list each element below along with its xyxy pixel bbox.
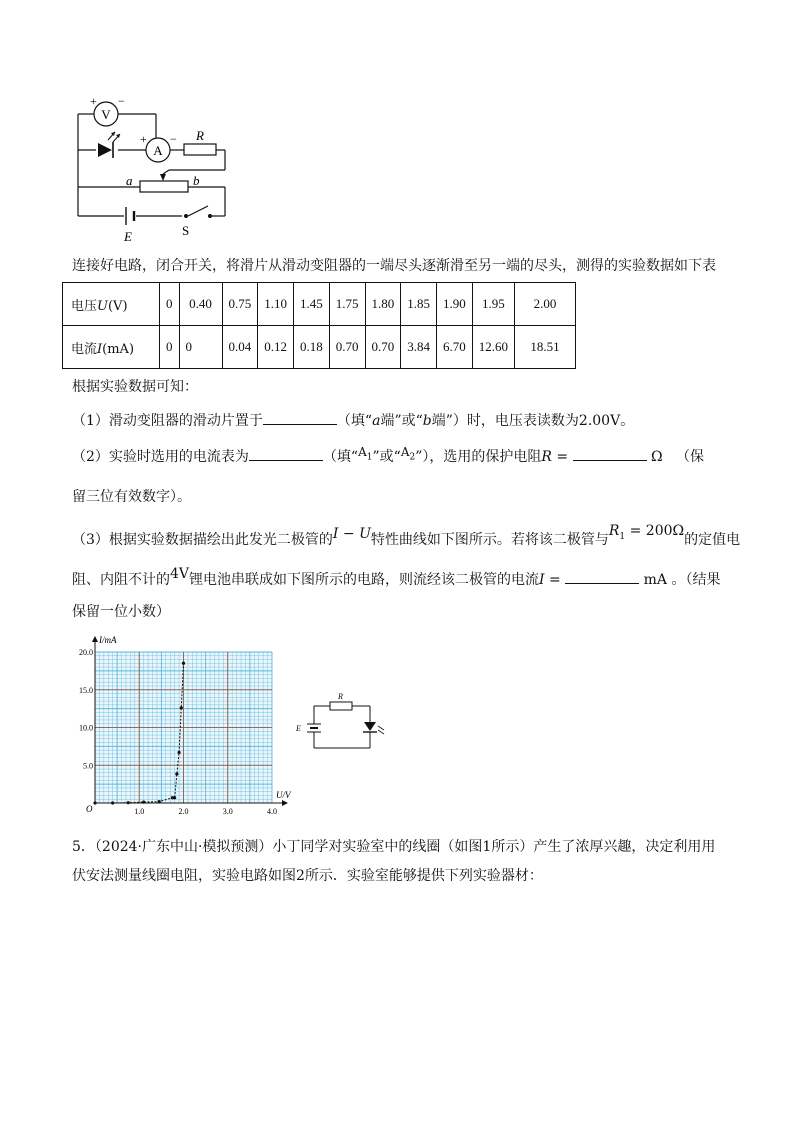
data-point: [182, 662, 185, 665]
x-tick-label: 4.0: [267, 807, 277, 815]
question-3: （3）根据实验数据描绘出此发光二极管的I − U特性曲线如下图所示。若将该二极管与$R_1 = 200\Omega$的定值电: [72, 523, 741, 548]
x-tick-label: 3.0: [222, 807, 233, 815]
problem-5-line2: 伏安法测量线圈电阻，实验电路如图2所示．实验室能够提供下列实验器材：: [72, 868, 543, 884]
battery-icon: [307, 724, 321, 732]
data-point: [158, 800, 161, 803]
data-point: [142, 800, 145, 803]
table-cell: 12.60: [472, 326, 514, 369]
voltmeter-plus: +: [90, 94, 97, 108]
x-tick-label: 2.0: [178, 807, 189, 815]
table-cell: 0.40: [179, 283, 222, 326]
table-cell: 0: [160, 283, 180, 326]
table-cell: 0.18: [294, 326, 330, 369]
table-cell: 0.12: [258, 326, 294, 369]
problem-5-line1: 5．（2024·广东中山·模拟预测）小丁同学对实验室中的线圈（如图1所示）产生了浓厚兴趣，决定利用用: [72, 839, 716, 855]
battery-e-label: E: [296, 724, 301, 733]
iu-characteristic-chart: [75, 630, 310, 815]
y-tick-label: 20.0: [79, 648, 93, 657]
answer-blank-2[interactable]: [249, 446, 323, 461]
data-point: [175, 772, 178, 775]
rheostat-end-a: a: [126, 173, 133, 188]
rheostat-end-b: b: [193, 173, 200, 188]
table-cell: 0.04: [222, 326, 258, 369]
table-cell: 1.90: [437, 283, 473, 326]
resistor-r1-label: R: [338, 692, 343, 701]
table-cell: 1.85: [401, 283, 437, 326]
answer-blank-3[interactable]: [573, 446, 647, 461]
data-point: [180, 706, 183, 709]
data-point: [111, 801, 114, 804]
data-point: [173, 796, 176, 799]
led-icon: [98, 132, 120, 158]
voltmeter-minus: −: [118, 94, 125, 108]
data-point: [127, 801, 130, 804]
question-3-line2: 阻、内阻不计的4V锂电池串联成如下图所示的电路，则流经该二极管的电流I = mA 。（结果: [72, 566, 721, 588]
x-axis-label: U/V: [276, 790, 291, 800]
table-cell: 1.95: [472, 283, 514, 326]
led-icon: [363, 722, 384, 734]
battery-icon: [126, 207, 134, 225]
table-header-current: 电流I(mA): [63, 326, 160, 369]
table-cell: 1.10: [258, 283, 294, 326]
origin-label: O: [86, 804, 93, 814]
switch-label: S: [182, 223, 190, 238]
data-point: [93, 801, 96, 804]
y-tick-label: 10.0: [79, 723, 93, 733]
data-table: [62, 282, 576, 369]
table-cell: 0.70: [365, 326, 401, 369]
switch-icon: [184, 214, 188, 218]
question-1: （1）滑动变阻器的滑动片置于 （填“a端”或“b端”）时，电压表读数为2.00V。: [72, 410, 634, 431]
table-cell: 6.70: [437, 326, 473, 369]
resistor-r-label: R: [196, 128, 204, 143]
ammeter-minus: −: [170, 132, 177, 146]
answer-blank-1[interactable]: [263, 410, 337, 425]
table-row: [63, 283, 576, 326]
resistor-r-icon: [184, 144, 216, 155]
chart-grid: [95, 652, 272, 803]
question-2-cont: 留三位有效数字）。: [72, 489, 191, 505]
resistor-r1-icon: [330, 702, 352, 710]
table-cell: 0.70: [329, 326, 365, 369]
question-intro: 根据实验数据可知：: [72, 379, 198, 395]
table-cell: 1.75: [329, 283, 365, 326]
table-row: [63, 326, 576, 369]
question-3-line3: 保留一位小数）: [72, 604, 170, 620]
table-cell: 0: [179, 326, 222, 369]
table-cell: 1.80: [365, 283, 401, 326]
question-2: （2）实验时选用的电流表为 （填“$A_1$”或“$A_2$”），选用的保护电阻R = Ω （保: [72, 445, 705, 465]
y-axis-label: I/mA: [99, 635, 117, 645]
circuit-diagram-2: [294, 690, 394, 760]
table-cell: 3.84: [401, 326, 437, 369]
table-cell: 0: [160, 326, 180, 369]
battery-label: E: [124, 229, 132, 244]
answer-blank-4[interactable]: [565, 569, 639, 584]
circuit-diagram-1: [60, 88, 260, 248]
rheostat-icon: [140, 181, 188, 192]
ammeter-label: A: [153, 143, 163, 158]
voltmeter-label: V: [101, 107, 111, 122]
table-header-voltage: 电压U(V): [63, 283, 160, 326]
intro-text: 连接好电路，闭合开关，将滑片从滑动变阻器的一端尽头逐渐滑至另一端的尽头，测得的实验数据如下表: [72, 258, 716, 274]
data-point: [177, 751, 180, 754]
table-cell: 2.00: [515, 283, 576, 326]
table-cell: 1.45: [294, 283, 330, 326]
x-tick-label: 1.0: [134, 807, 145, 815]
table-cell: 0.75: [222, 283, 258, 326]
table-cell: 18.51: [515, 326, 576, 369]
y-tick-label: 15.0: [79, 685, 93, 695]
ammeter-plus: +: [140, 132, 147, 146]
y-tick-label: 5.0: [83, 761, 93, 771]
